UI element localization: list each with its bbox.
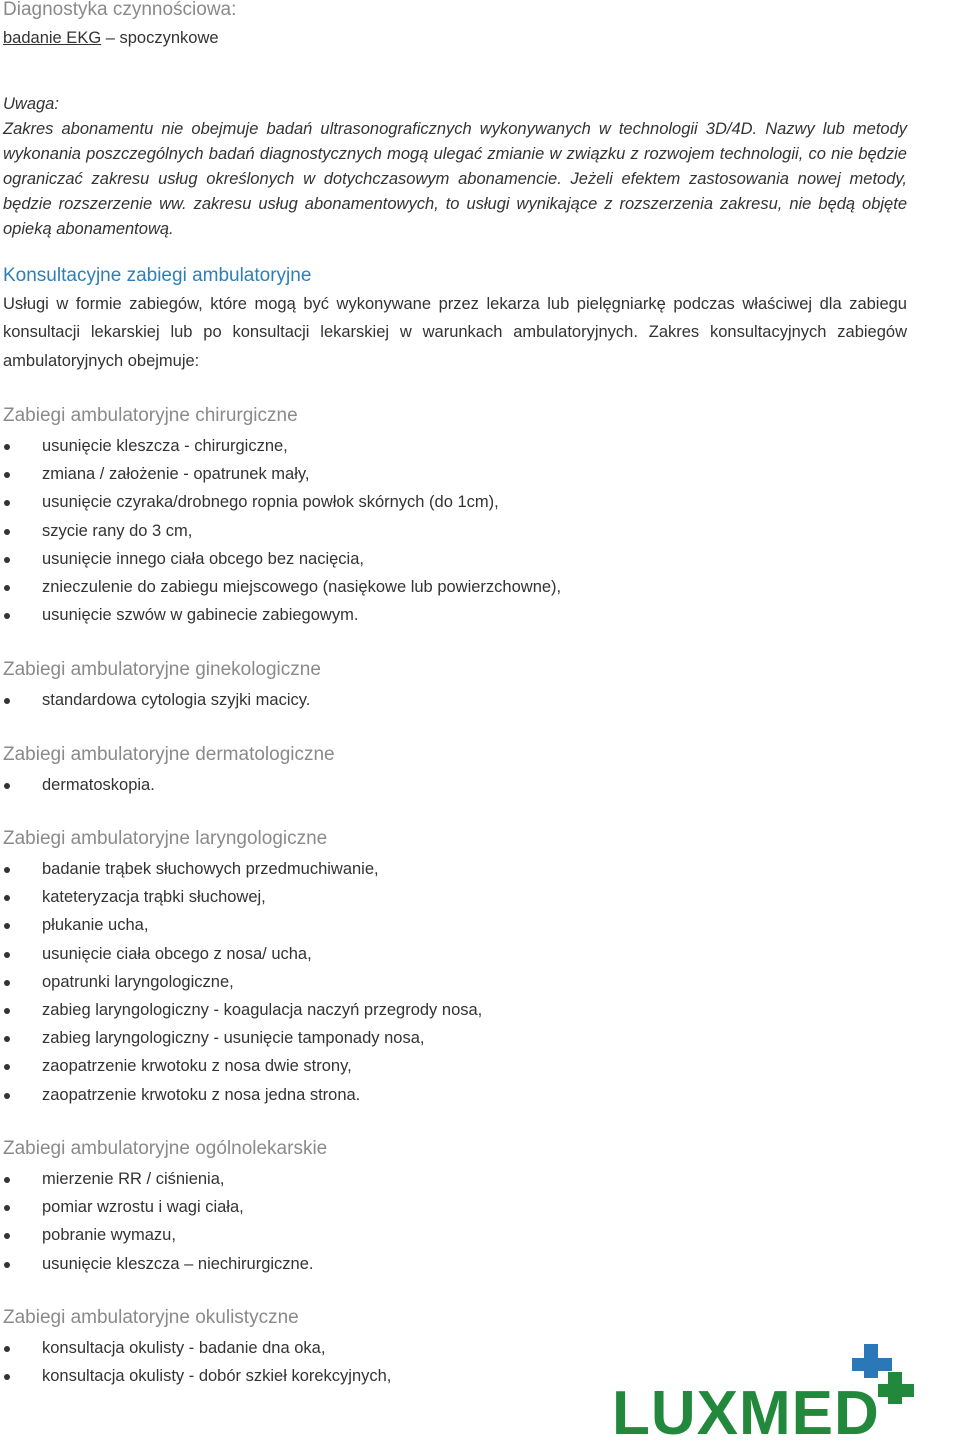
procedure-list	[3, 771, 907, 799]
list-item-text: szycie rany do 3 cm,	[42, 521, 193, 540]
bullet-icon	[4, 895, 10, 901]
list-item-text: usunięcie innego ciała obcego bez nacięcia,	[42, 549, 364, 568]
procedure-list	[3, 855, 907, 1109]
list-item-text: opatrunki laryngologiczne,	[42, 972, 234, 991]
list-item	[3, 1024, 907, 1052]
list-item-text: zmiana / założenie - opatrunek mały,	[42, 465, 310, 484]
list-item-text: usunięcie kleszcza – niechirurgiczne.	[42, 1254, 314, 1273]
bullet-icon	[4, 923, 10, 929]
list-item	[3, 573, 907, 601]
procedure-section	[3, 404, 907, 629]
bullet-icon	[4, 1064, 10, 1070]
bullet-icon	[4, 1205, 10, 1211]
consultation-block	[3, 264, 907, 375]
list-item-text: pobranie wymazu,	[42, 1226, 176, 1245]
bullet-icon	[4, 1093, 10, 1099]
bullet-icon	[4, 444, 10, 450]
ekg-link[interactable]: badanie EKG	[3, 29, 102, 47]
procedure-list	[3, 686, 907, 714]
list-item	[3, 1193, 907, 1221]
section-heading: Zabiegi ambulatoryjne ogólnolekarskie	[3, 1138, 328, 1159]
list-item-text: pomiar wzrostu i wagi ciała,	[42, 1198, 244, 1217]
bullet-icon	[4, 1262, 10, 1268]
list-item-text: konsultacja okulisty - dobór szkieł korekcyjnych,	[42, 1367, 392, 1386]
warning-title: Uwaga:	[3, 95, 59, 113]
section-heading: Zabiegi ambulatoryjne laryngologiczne	[3, 828, 328, 849]
list-item	[3, 883, 907, 911]
list-item-text: zabieg laryngologiczny - usunięcie tamponady nosa,	[42, 1029, 425, 1048]
ekg-line	[3, 26, 219, 50]
bullet-icon	[4, 529, 10, 535]
bullet-icon	[4, 1177, 10, 1183]
bullet-icon	[4, 867, 10, 873]
list-item	[3, 1052, 907, 1080]
procedure-section	[3, 658, 907, 714]
list-item-text: badanie trąbek słuchowych przedmuchiwanie,	[42, 860, 379, 878]
list-item	[3, 517, 907, 545]
list-item-text: kateteryzacja trąbki słuchowej,	[42, 888, 266, 907]
section-heading: Zabiegi ambulatoryjne okulistyczne	[3, 1307, 299, 1328]
list-item	[3, 460, 907, 488]
bullet-icon	[4, 1346, 10, 1352]
bullet-icon	[4, 1036, 10, 1042]
consultation-paragraph: Usługi w formie zabiegów, które mogą być wykonywane przez lekarza lub pielęgniarkę podczas właściwej dla zabiegu konsultacji lekarskiej lub po konsultacji lekarskiej w warunkach ambulatoryjnych. Zakres konsultacyjnych zabiegów ambulatoryjnych obejmuje:	[3, 295, 907, 370]
bullet-icon	[4, 952, 10, 958]
warning-block	[3, 92, 907, 242]
list-item	[3, 1221, 907, 1249]
luxmed-logo	[612, 1342, 928, 1444]
list-item	[3, 996, 907, 1024]
list-item	[3, 432, 907, 460]
list-item	[3, 601, 907, 629]
ekg-suffix: – spoczynkowe	[101, 29, 219, 47]
list-item-text: standardowa cytologia szyjki macicy.	[42, 691, 311, 709]
warning-text-a: Zakres abonamentu nie obejmuje badań ultrasonograficznych wykonywanych w technologii 3D/4D. Nazwy lub metody wykonania poszczególnych badań diagnostycznych mogą ulegać zmianie w związku z rozwojem technologii, co nie będzie ograniczać zakresu usług określonych w dotychczasowym abonamencie.	[3, 120, 907, 188]
list-item	[3, 771, 907, 799]
diagnostics-heading: Diagnostyka czynnościowa:	[3, 0, 237, 20]
procedure-list	[3, 432, 907, 629]
list-item-text: dermatoskopia.	[42, 776, 155, 794]
bullet-icon	[4, 1008, 10, 1014]
bullet-icon	[4, 613, 10, 619]
list-item-text: usunięcie czyraka/drobnego ropnia powłok skórnych (do 1cm),	[42, 493, 499, 512]
list-item-text: zaopatrzenie krwotoku z nosa jedna strona.	[42, 1085, 361, 1104]
list-item	[3, 911, 907, 939]
list-item-text: usunięcie ciała obcego z nosa/ ucha,	[42, 944, 312, 963]
warning-text-b: Jeżeli efektem zastosowania nowej metody, będzie rozszerzenie ww. zakresu usług abonamentowych, to usługi wynikające z rozszerzenia zakresu, nie będą objęte opieką abonamentową.	[3, 170, 908, 238]
bullet-icon	[4, 1374, 10, 1380]
list-item	[3, 1081, 907, 1109]
list-item	[3, 1250, 907, 1278]
list-item	[3, 488, 907, 516]
list-item	[3, 855, 907, 883]
bullet-icon	[4, 1233, 10, 1239]
procedure-section	[3, 1137, 907, 1278]
list-item-text: usunięcie kleszcza - chirurgiczne,	[42, 437, 288, 455]
consultation-heading: Konsultacyjne zabiegi ambulatoryjne	[3, 265, 312, 286]
list-item	[3, 686, 907, 714]
list-item-text: konsultacja okulisty - badanie dna oka,	[42, 1339, 326, 1357]
logo-wordmark: LUXMED	[612, 1379, 880, 1444]
procedure-section	[3, 743, 907, 799]
list-item-text: zabieg laryngologiczny - koagulacja naczyń przegrody nosa,	[42, 1001, 483, 1020]
bullet-icon	[4, 472, 10, 478]
procedure-list	[3, 1165, 907, 1278]
bullet-icon	[4, 557, 10, 563]
bullet-icon	[4, 980, 10, 986]
list-item	[3, 545, 907, 573]
list-item-text: zaopatrzenie krwotoku z nosa dwie strony,	[42, 1057, 352, 1076]
bullet-icon	[4, 585, 10, 591]
list-item-text: płukanie ucha,	[42, 916, 149, 935]
procedure-section	[3, 827, 907, 1109]
section-heading: Zabiegi ambulatoryjne ginekologiczne	[3, 659, 321, 680]
list-item	[3, 1165, 907, 1193]
warning-text	[3, 117, 907, 242]
list-item-text: znieczulenie do zabiegu miejscowego (nasiękowe lub powierzchowne),	[42, 578, 562, 597]
list-item-text: mierzenie RR / ciśnienia,	[42, 1170, 225, 1188]
bullet-icon	[4, 698, 10, 704]
section-heading: Zabiegi ambulatoryjne dermatologiczne	[3, 744, 335, 765]
list-item-text: usunięcie szwów w gabinecie zabiegowym.	[42, 606, 359, 625]
bullet-icon	[4, 783, 10, 789]
section-heading: Zabiegi ambulatoryjne chirurgiczne	[3, 405, 298, 426]
list-item	[3, 940, 907, 968]
list-item	[3, 968, 907, 996]
bullet-icon	[4, 500, 10, 506]
